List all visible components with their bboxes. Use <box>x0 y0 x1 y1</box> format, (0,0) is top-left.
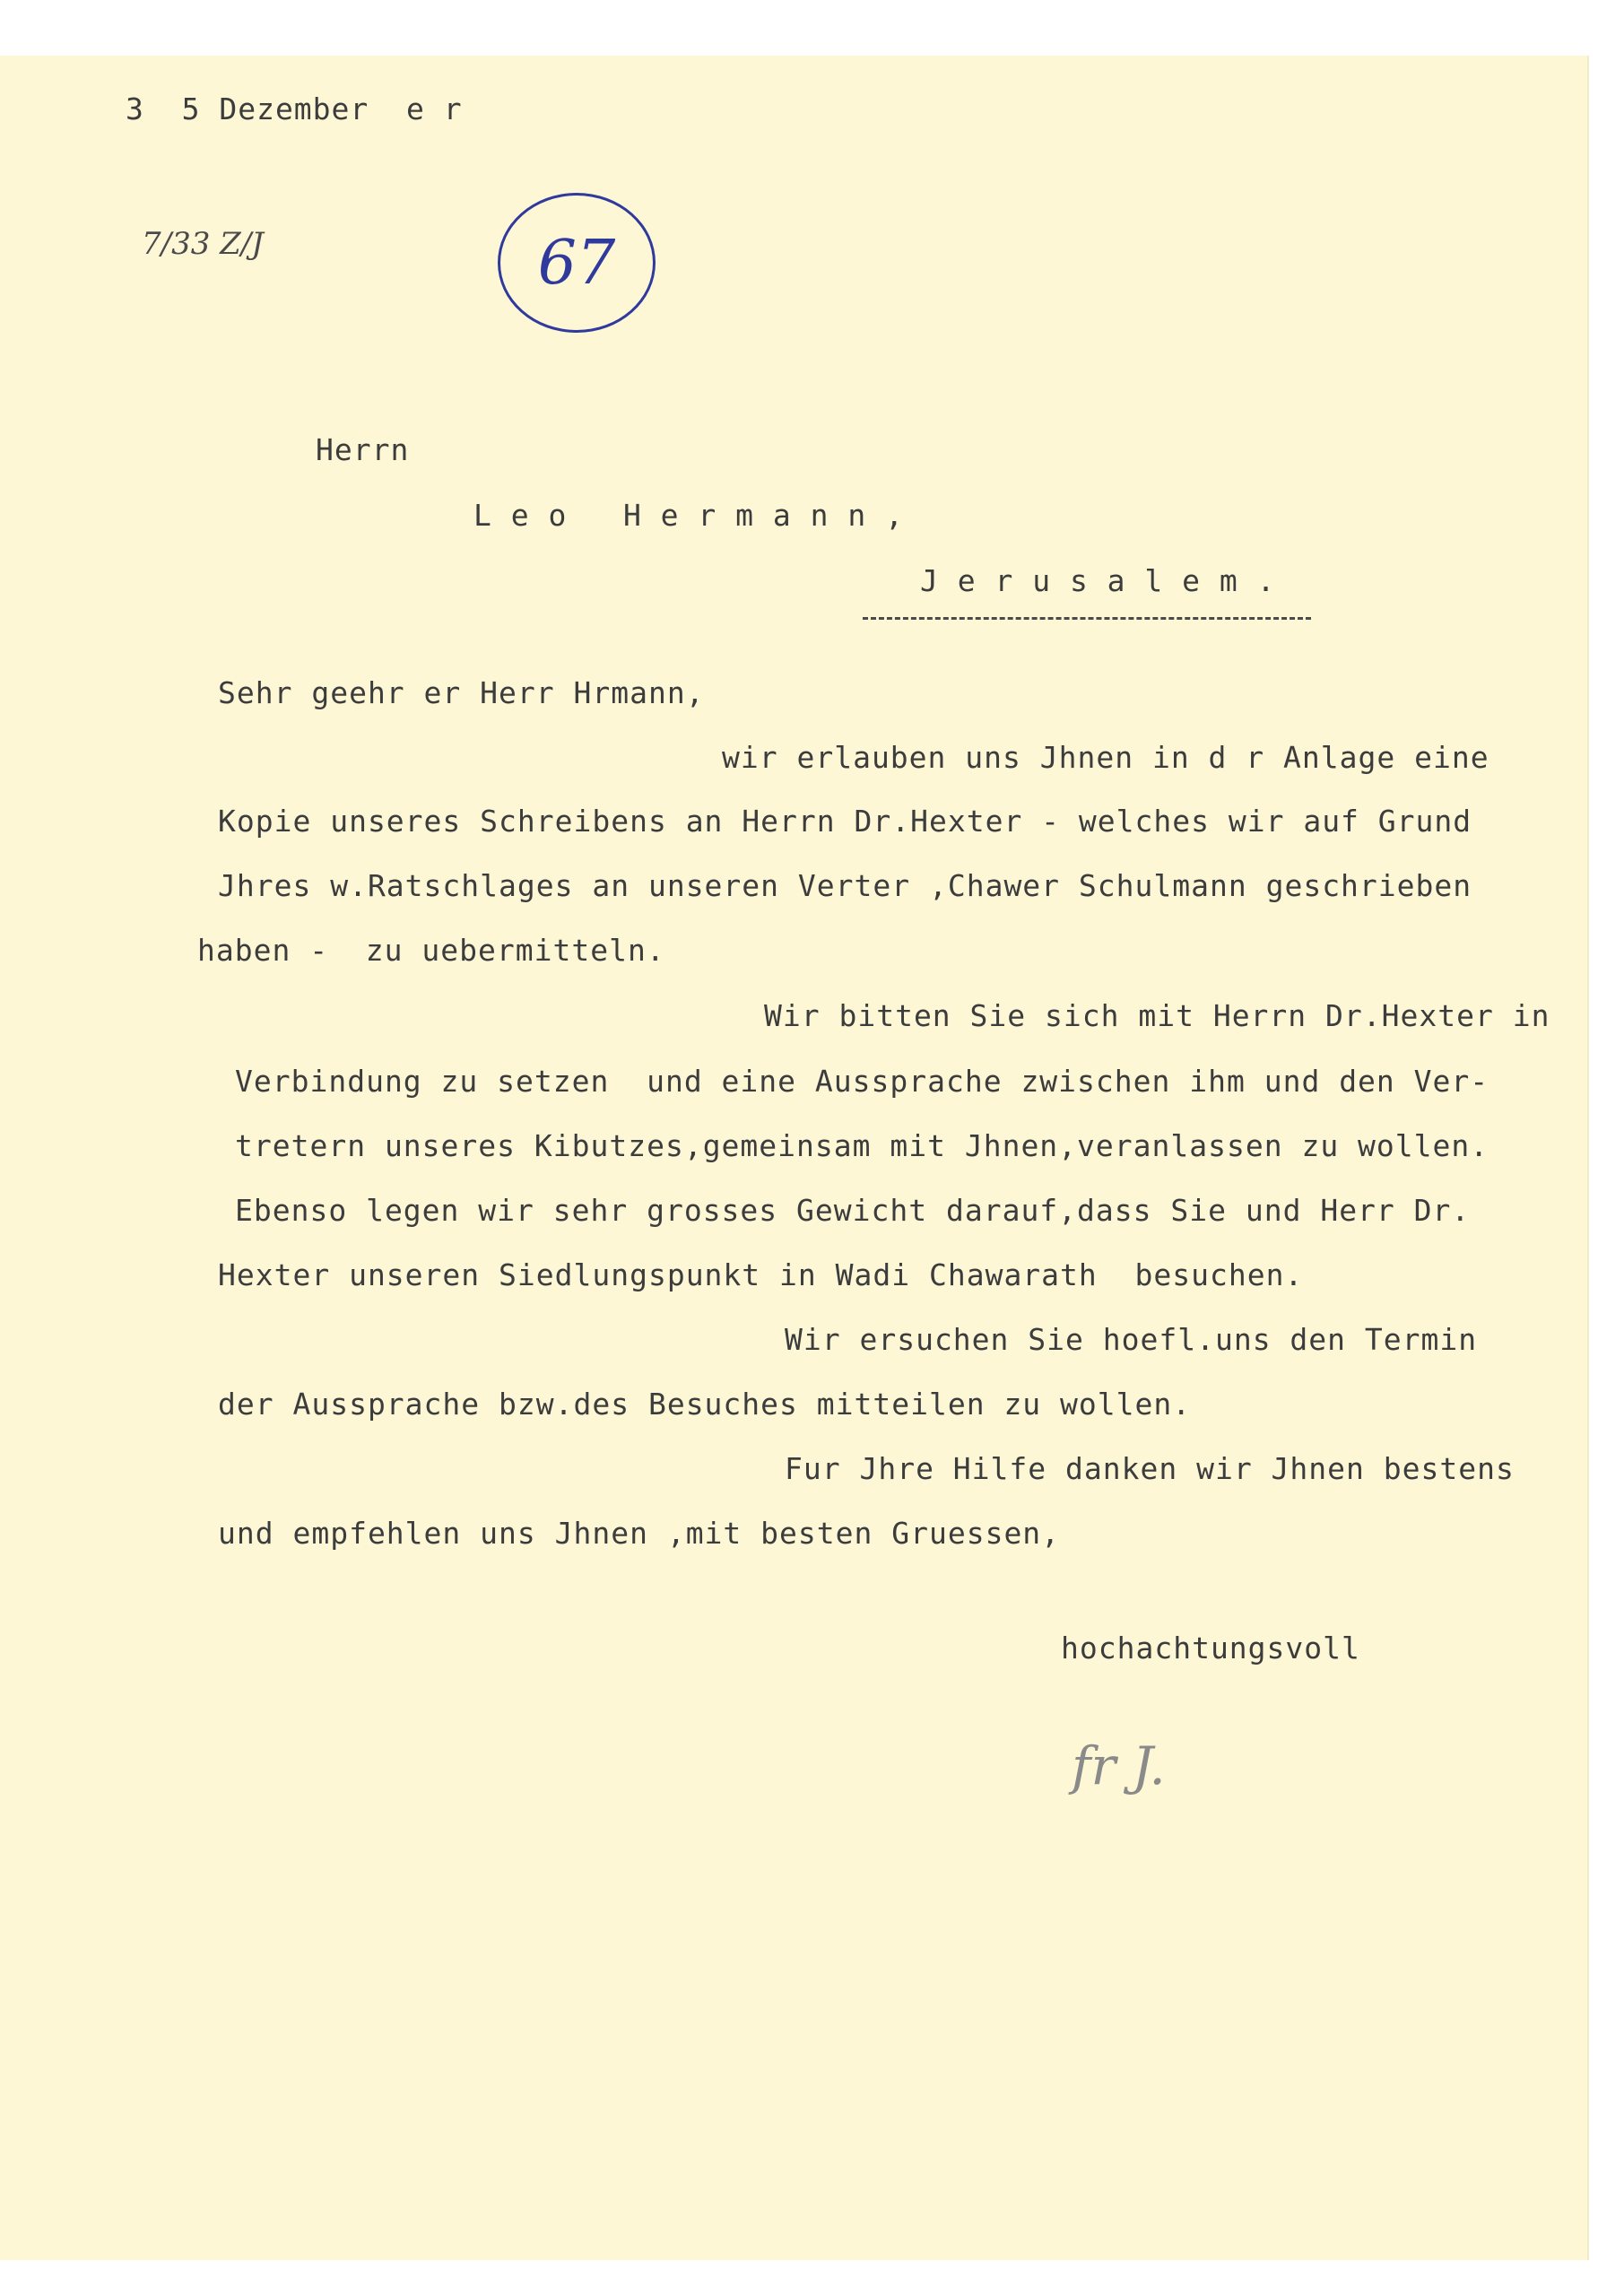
body-line: Verbindung zu setzen und eine Aussprache zwischen ihm und den Ver- <box>235 1064 1489 1099</box>
city-underline <box>863 617 1311 620</box>
body-line: Hexter unseren Siedlungspunkt in Wadi Chawarath besuchen. <box>218 1257 1304 1292</box>
addressee-title: Herrn <box>316 432 410 467</box>
body-line: Wir bitten Sie sich mit Herrn Dr.Hexter in <box>764 998 1550 1033</box>
addressee-city: J e r u s a l e m . <box>920 563 1276 598</box>
body-line: Ebenso legen wir sehr grosses Gewicht darauf,dass Sie und Herr Dr. <box>235 1193 1471 1228</box>
greeting: Sehr geehr er Herr Hrmann, <box>218 675 705 710</box>
addressee-name: L e o H e r m a n n , <box>473 498 904 533</box>
folio-number: 67 <box>537 228 616 299</box>
reference-number: 7/33 Z/J <box>142 226 264 262</box>
signature: fr J. <box>1072 1735 1166 1796</box>
date-line: 3 5 Dezember e r <box>126 91 463 126</box>
body-line: und empfehlen uns Jhnen ,mit besten Gruessen, <box>218 1516 1061 1551</box>
closing-formula: hochachtungsvoll <box>1061 1631 1360 1665</box>
body-line: haben - zu uebermitteln. <box>197 933 665 968</box>
body-line: Wir ersuchen Sie hoefl.uns den Termin <box>785 1322 1478 1357</box>
body-line: Fur Jhre Hilfe danken wir Jhnen bestens <box>785 1451 1515 1486</box>
body-line: Kopie unseres Schreibens an Herrn Dr.Hexter - welches wir auf Grund <box>218 804 1472 839</box>
body-line: der Aussprache bzw.des Besuches mitteilen zu wollen. <box>218 1387 1192 1422</box>
body-line: Jhres w.Ratschlages an unseren Verter ,Chawer Schulmann geschrieben <box>218 868 1472 903</box>
body-line: tretern unseres Kibutzes,gemeinsam mit Jhnen,veranlassen zu wollen. <box>235 1128 1489 1163</box>
folio-number-stamp <box>498 193 656 333</box>
body-line: wir erlauben uns Jhnen in d r Anlage eine <box>722 740 1489 775</box>
